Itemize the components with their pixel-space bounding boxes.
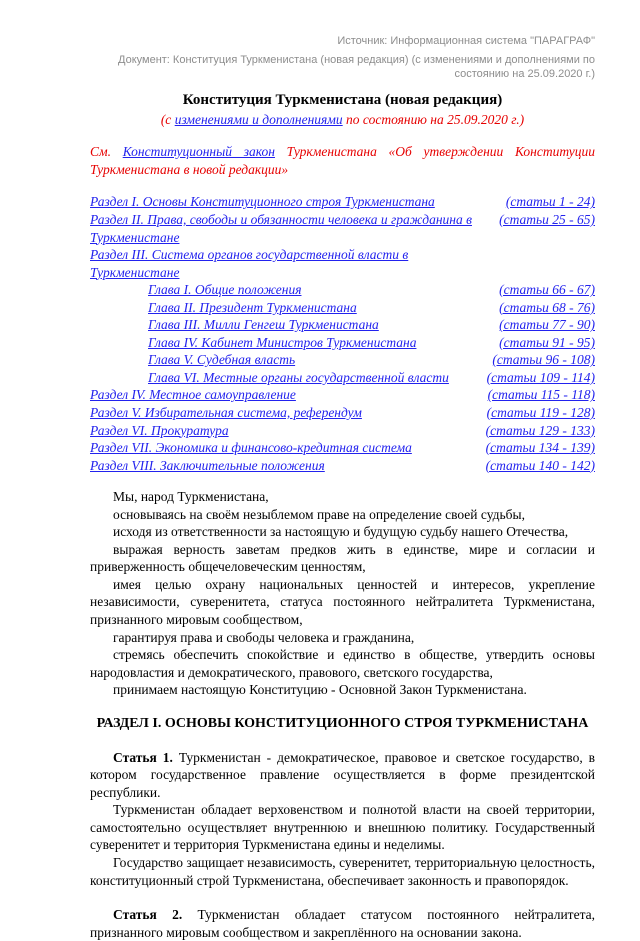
constitutional-law-link[interactable]: Конституционный закон — [122, 143, 275, 159]
article-1-text-1: Туркменистан - демократическое, правовое и светское государство, в котором государственное правление осуществляется в форме президентской республики. — [90, 749, 596, 800]
toc-row-chapter-4 — [90, 334, 595, 352]
article-1-label: Статья 1. — [113, 749, 173, 765]
paragraph-spacer — [90, 889, 595, 906]
article-paragraph: Туркменистан обладает верховенством и полнотой власти на своей территории, самостоятельно осуществляет внутреннюю и внешнюю политику. Государственный суверенитет и территория Туркменистана едины и неделимы. — [90, 802, 595, 853]
toc-link-chapter-3[interactable]: Глава III. Милли Генгеш Туркменистана — [148, 317, 379, 333]
toc-link-section-7[interactable]: Раздел VII. Экономика и финансово-кредитная система — [90, 440, 412, 456]
toc-link-section-8[interactable]: Раздел VIII. Заключительные положения — [90, 457, 325, 473]
preamble-line: основываясь на своём незыблемом праве на определение своей судьбы, — [113, 506, 525, 522]
subtitle-suffix: по состоянию на 25.09.2020 г.) — [342, 112, 525, 128]
subtitle-prefix: (с — [160, 112, 175, 128]
toc-row-section-5 — [90, 404, 595, 422]
document-title: Конституция Туркменистана (новая редакция) — [182, 92, 503, 109]
toc-link-section-2[interactable]: Раздел II. Права, свободы и обязанности человека и гражданина в Туркменистане — [90, 211, 472, 245]
toc-row-section-8 — [90, 457, 595, 475]
toc-articles-section-8[interactable]: (статьи 140 - 142) — [485, 457, 595, 473]
toc-articles-chapter-5[interactable]: (статьи 96 - 108) — [492, 352, 595, 368]
meta-header — [90, 34, 595, 81]
source-line: Источник: Информационная система "ПАРАГРАФ" — [337, 35, 595, 47]
preamble-line: стремясь обеспечить спокойствие и единство в обществе, утвердить основы народовластия и демократического, правового, светского государства, — [90, 647, 595, 680]
see-also-suffix: Туркменистана «Об утверждении Конституции Туркменистана в новой редакции» — [90, 143, 595, 177]
toc-articles-chapter-2[interactable]: (статьи 68 - 76) — [499, 299, 595, 315]
toc-link-section-5[interactable]: Раздел V. Избирательная система, референдум — [90, 404, 362, 420]
toc-articles-chapter-1[interactable]: (статьи 66 - 67) — [499, 282, 595, 298]
article-paragraph — [90, 906, 595, 941]
toc-link-section-6[interactable]: Раздел VI. Прокуратура — [90, 422, 229, 438]
document-line: Документ: Конституция Туркменистана (новая редакция) (с изменениями и дополнениями по состоянию на 25.09.2020 г.) — [118, 54, 595, 81]
toc-articles-section-1[interactable]: (статьи 1 - 24) — [505, 194, 595, 210]
table-of-contents — [90, 193, 595, 474]
article-2 — [90, 906, 595, 941]
article-paragraph: Государство защищает независимость, суверенитет, территориальную целостность, конституционный строй Туркменистана, обеспечивает законность и правопорядок. — [90, 855, 595, 888]
article-1 — [90, 749, 595, 889]
toc-articles-chapter-6[interactable]: (статьи 109 - 114) — [486, 369, 595, 385]
toc-row-chapter-5 — [90, 351, 595, 369]
toc-row-section-6 — [90, 422, 595, 440]
toc-row-section-7 — [90, 439, 595, 457]
toc-link-chapter-6[interactable]: Глава VI. Местные органы государственной власти — [148, 369, 449, 385]
preamble-line: выражая верность заветам предков жить в единстве, мире и согласии и приверженность общечеловеческим ценностям, — [90, 541, 595, 575]
toc-link-chapter-2[interactable]: Глава II. Президент Туркменистана — [148, 299, 357, 315]
toc-link-chapter-4[interactable]: Глава IV. Кабинет Министров Туркменистана — [148, 334, 417, 350]
toc-articles-chapter-4[interactable]: (статьи 91 - 95) — [499, 334, 595, 350]
document-subtitle — [90, 111, 595, 129]
toc-link-chapter-5[interactable]: Глава V. Судебная власть — [148, 352, 296, 368]
toc-row-section-4 — [90, 386, 595, 404]
article-2-label: Статья 2. — [113, 907, 183, 923]
toc-row-chapter-2 — [90, 299, 595, 317]
toc-articles-chapter-3[interactable]: (статьи 77 - 90) — [499, 317, 595, 333]
toc-articles-section-2[interactable]: (статьи 25 - 65) — [499, 211, 595, 227]
preamble-line: Мы, народ Туркменистана, — [113, 489, 269, 505]
preamble-line: гарантируя права и свободы человека и гражданина, — [113, 629, 415, 645]
toc-link-section-3[interactable]: Раздел III. Система органов государственной власти в Туркменистане — [90, 247, 409, 280]
toc-articles-section-5[interactable]: (статьи 119 - 128) — [486, 404, 595, 420]
see-also-note — [90, 143, 595, 179]
toc-link-chapter-1[interactable]: Глава I. Общие положения — [148, 282, 302, 298]
toc-row-chapter-1 — [90, 281, 595, 299]
see-also-prefix: См. — [90, 143, 123, 159]
toc-row-section-2 — [90, 211, 595, 246]
toc-articles-section-4[interactable]: (статьи 115 - 118) — [487, 387, 595, 403]
toc-link-section-4[interactable]: Раздел IV. Местное самоуправление — [90, 387, 296, 403]
preamble — [90, 488, 595, 699]
toc-articles-section-7[interactable]: (статьи 134 - 139) — [485, 440, 595, 456]
toc-articles-section-6[interactable]: (статьи 129 - 133) — [485, 422, 595, 438]
toc-row-chapter-6 — [90, 369, 595, 387]
toc-row-section-1 — [90, 193, 595, 211]
preamble-line: принимаем настоящую Конституцию - Основной Закон Туркменистана. — [113, 682, 527, 698]
article-2-text-1: Туркменистан обладает статусом постоянного нейтралитета, признанного мировым сообществом и закреплённого на основании закона. — [90, 907, 596, 940]
preamble-line: исходя из ответственности за настоящую и будущую судьбу нашего Отечества, — [113, 524, 569, 540]
toc-row-section-3 — [90, 246, 595, 281]
preamble-line: имея целью охрану национальных ценностей и интересов, укрепление независимости, суверенитета, статуса постоянного нейтралитета Туркменистана, признанного мировым сообществом, — [90, 576, 595, 627]
amendments-link[interactable]: изменениями и дополнениями — [174, 112, 343, 128]
section-1-heading: РАЗДЕЛ I. ОСНОВЫ КОНСТИТУЦИОННОГО СТРОЯ ТУРКМЕНИСТАНА — [96, 715, 589, 731]
toc-row-chapter-3 — [90, 316, 595, 334]
article-paragraph — [90, 749, 595, 802]
toc-link-section-1[interactable]: Раздел I. Основы Конституционного строя Туркменистана — [90, 194, 435, 210]
